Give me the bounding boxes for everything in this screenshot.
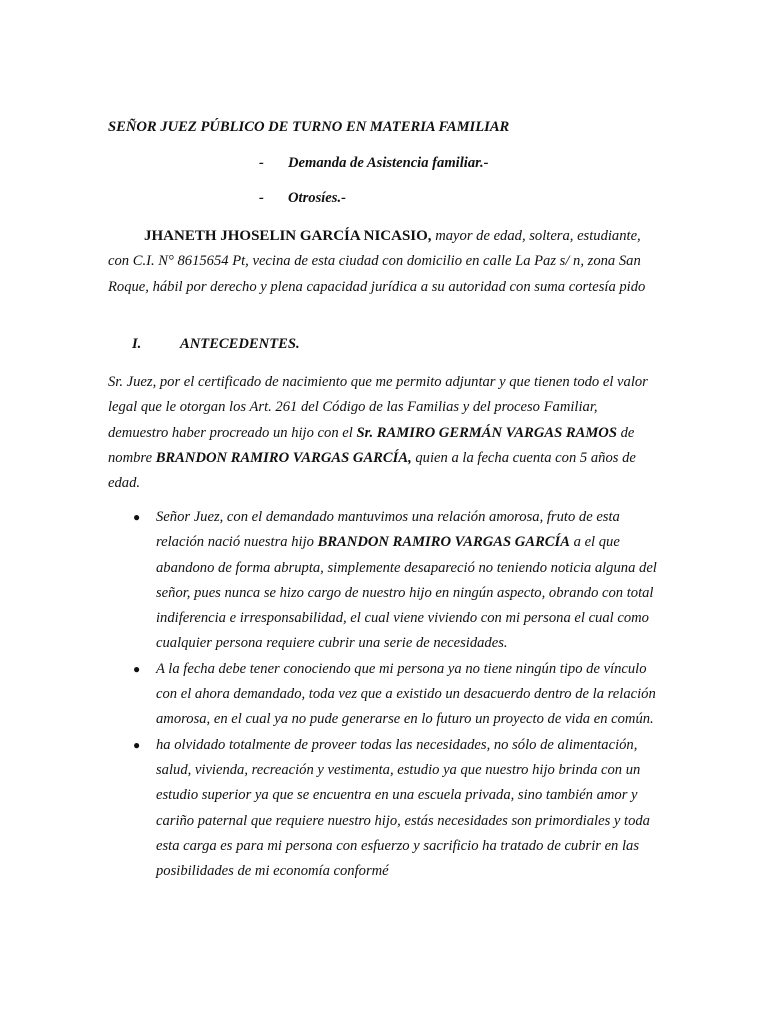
antecedentes-text-1: Sr. Juez, por el certificado de nacimiento que me permito adjuntar y que tienen todo el valor legal que le otorgan los Art. 261 del Código de las Familias y del proceso Familiar, demuestro haber procreado un hijo con el bbox=[108, 374, 648, 441]
list-item bbox=[133, 657, 658, 733]
intro-paragraph bbox=[108, 224, 658, 300]
bullet-icon: ● bbox=[133, 661, 141, 676]
subline-text: Otrosíes.- bbox=[288, 190, 346, 206]
document-heading: SEÑOR JUEZ PÚBLICO DE TURNO EN MATERIA FAMILIAR bbox=[108, 119, 510, 135]
bullet-text-1: A la fecha debe tener conociendo que mi persona ya no tiene ningún tipo de vínculo con el ahora demandado, toda vez que a existido un desacuerdo dentro de la relación amorosa, en el cual ya no pude generarse en lo futuro un proyecto de vida en común. bbox=[156, 660, 656, 728]
bullet-text-2: a el que abandono de forma abrupta, simplemente desapareció no teniendo noticia alguna del señor, pues nunca se hizo cargo de nuestro hijo en ningún aspecto, obrando con total indiferencia e irresponsabilidad, el cual viene viviendo con mi persona el cual como cualquier persona requiere cubrir una serie de necesidades. bbox=[156, 534, 657, 652]
subline-demanda bbox=[259, 155, 489, 172]
dash-marker: - bbox=[259, 155, 264, 171]
defendant-name: Sr. RAMIRO GERMÁN VARGAS RAMOS bbox=[356, 424, 617, 441]
child-name: BRANDON RAMIRO VARGAS GARCÍA, bbox=[155, 449, 412, 466]
section-number: I. bbox=[132, 336, 142, 352]
bullet-list bbox=[133, 505, 658, 884]
antecedentes-text-3: quien a la fecha cuenta con 5 años de edad. bbox=[108, 449, 636, 492]
bullet-icon: ● bbox=[133, 510, 141, 524]
intro-text: mayor de edad, soltera, estudiante, con C.I. N° 8615654 Pt, vecina de esta ciudad con domicilio en calle La Paz s/ n, zona San Roque, hábil por derecho y plena capacidad jurídica a su autoridad con suma cortesía pido bbox=[108, 228, 646, 295]
subline-text: Demanda de Asistencia familiar.- bbox=[288, 155, 489, 171]
bullet-child-name: BRANDON RAMIRO VARGAS GARCÍA bbox=[317, 534, 570, 551]
subline-otrosies bbox=[259, 190, 346, 207]
dash-marker: - bbox=[259, 190, 264, 206]
section-antecedentes-heading bbox=[132, 336, 300, 353]
bullet-text-1: Señor Juez, con el demandado mantuvimos una relación amorosa, fruto de esta relación nació nuestra hijo bbox=[156, 509, 620, 551]
bullet-icon: ● bbox=[133, 737, 141, 752]
bullet-text-1: ha olvidado totalmente de proveer todas las necesidades, no sólo de alimentación, salud, vivienda, recreación y vestimenta, estudio ya que nuestro hijo brinda con un estudio superior ya que se encuentra en una escuela privada, sino también amor y cariño paternal que requiere nuestro hijo, estás necesidades son primordiales y toda esta carga es para mi persona con esfuerzo y sacrificio ha tratado de cubrir en las posibilidades de mi economía conformé bbox=[156, 736, 650, 880]
antecedentes-text-2: de nombre bbox=[108, 424, 635, 466]
petitioner-name: JHANETH JHOSELIN GARCÍA NICASIO, bbox=[144, 228, 432, 244]
antecedentes-paragraph bbox=[108, 370, 658, 496]
list-item bbox=[133, 733, 658, 885]
list-item bbox=[133, 505, 658, 657]
section-title: ANTECEDENTES. bbox=[180, 336, 300, 352]
